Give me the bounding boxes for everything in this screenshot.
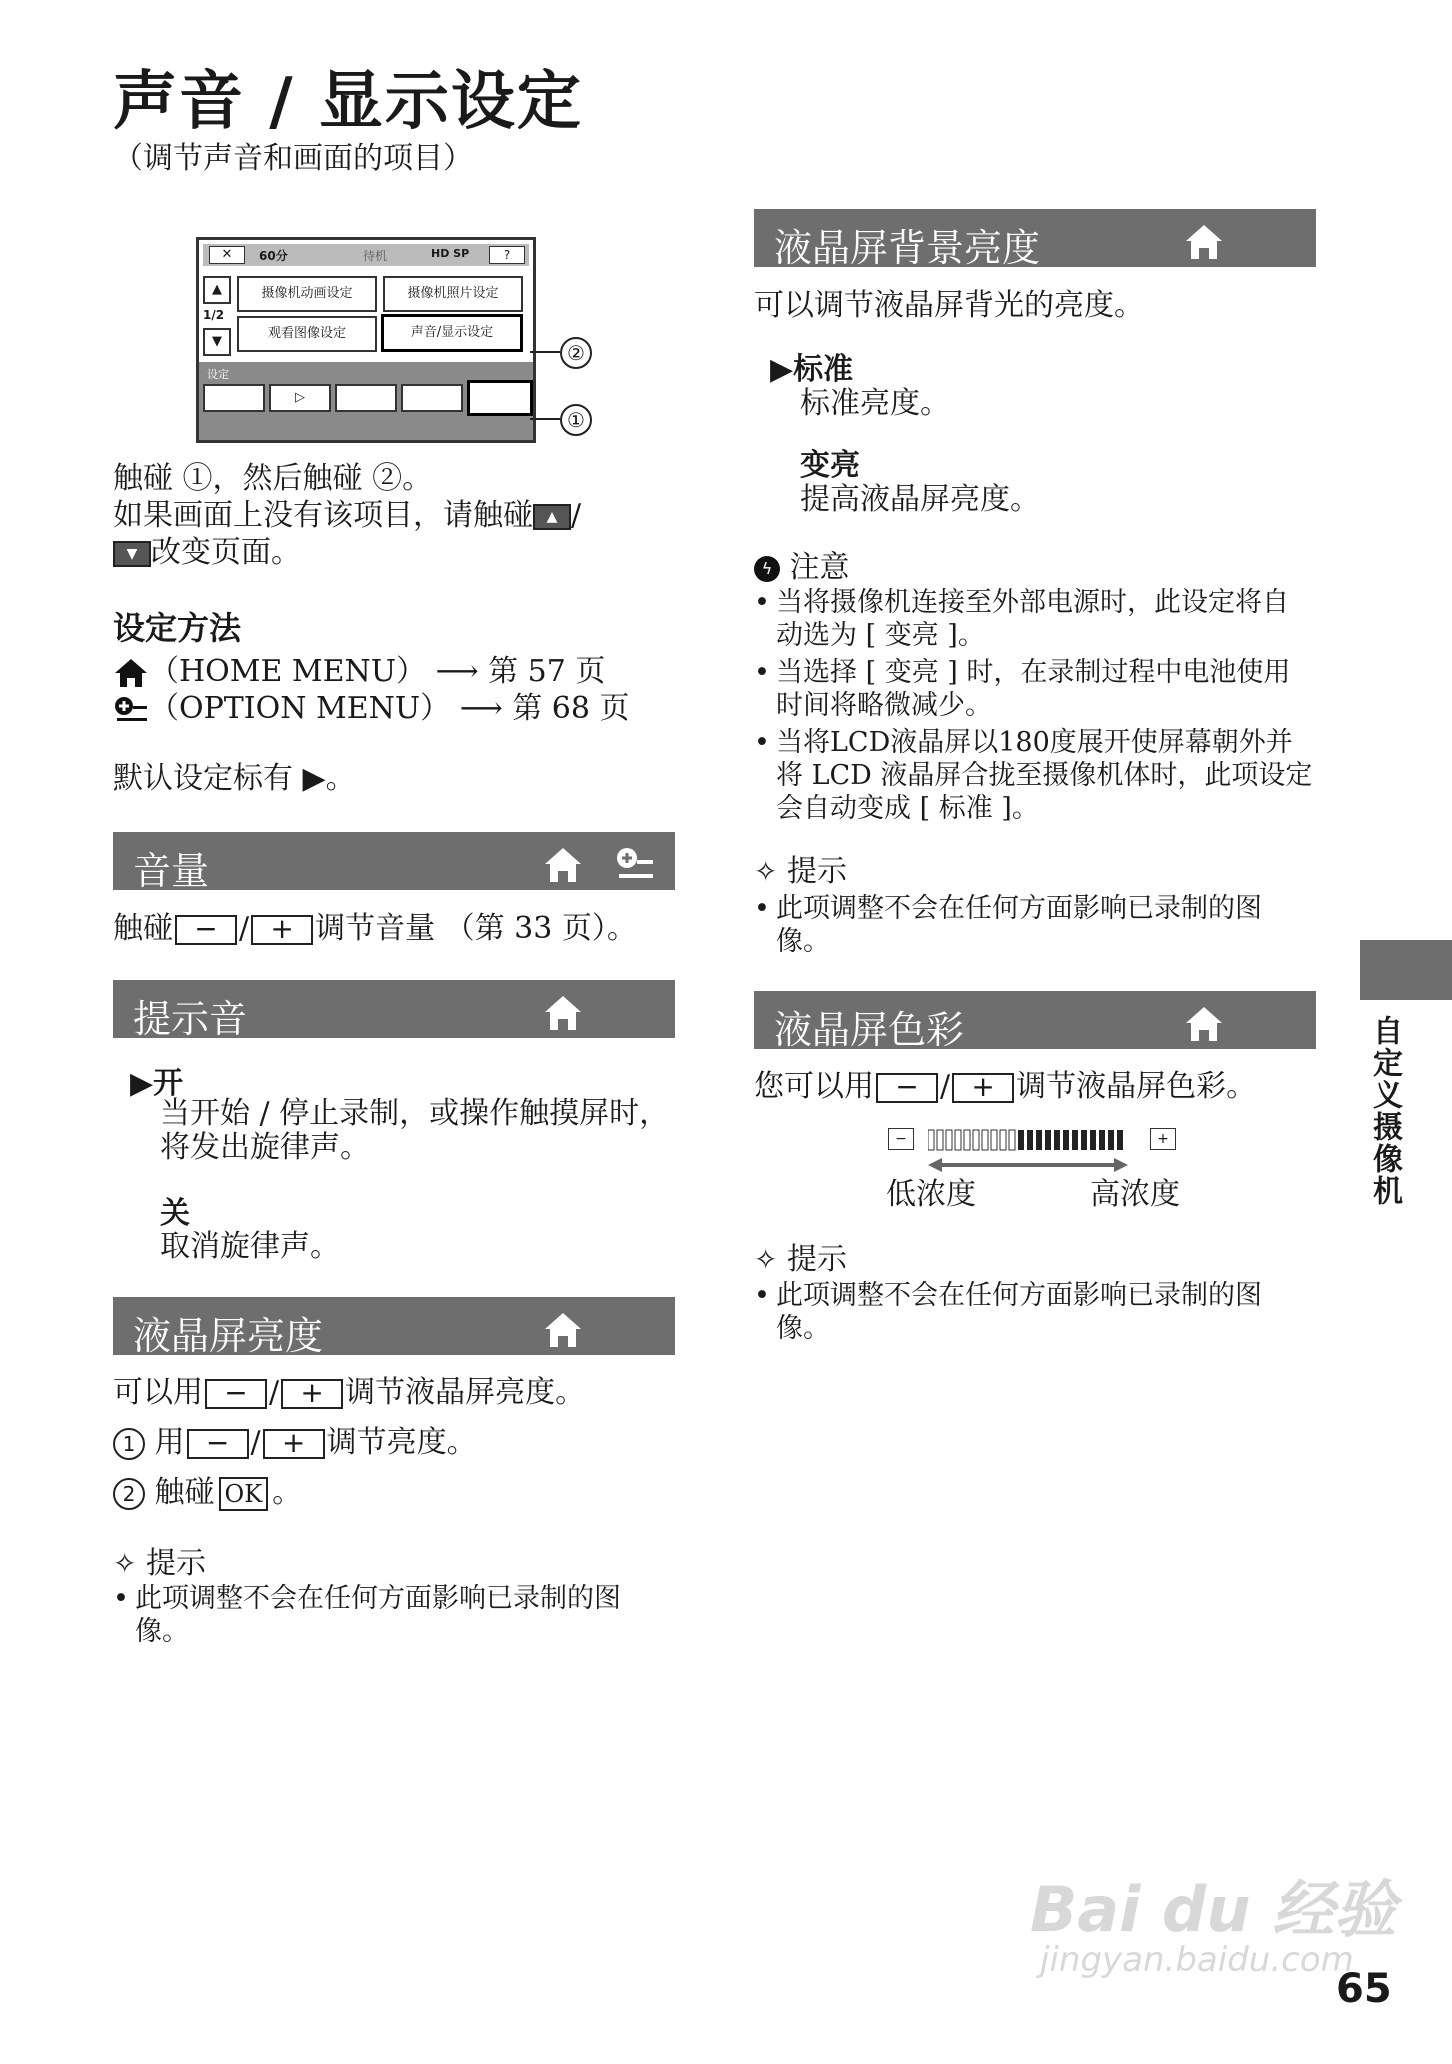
lcd-backlight-tip-list <box>754 892 1294 962</box>
section-label: 设定 <box>207 368 229 381</box>
home-icon <box>543 994 583 1032</box>
menu-screen-illustration <box>196 237 536 443</box>
dub-tab-icon <box>401 384 463 412</box>
lcd-brightness-intro: 可以用 − / + 调节液晶屏亮度。 <box>113 1375 586 1410</box>
beep-off-label: 关 <box>160 1196 190 1231</box>
plus-button: + <box>251 915 313 945</box>
plus-button: + <box>263 1429 325 1459</box>
menu-btn-camera-movie: 摄像机动画设定 <box>237 276 377 312</box>
page-down-button: ▼ <box>203 328 231 356</box>
instruction-line-1: 触碰 ①，然后触碰 ②。 <box>113 461 433 496</box>
home-icon <box>543 1311 583 1349</box>
step-1-number: 1 <box>113 1428 145 1460</box>
menu-btn-sound-display: 声音/显示设定 <box>381 314 523 352</box>
lcd-backlight-bright-label: 变亮 <box>800 448 860 483</box>
lcd-brightness-tip-list <box>113 1582 653 1652</box>
home-icon <box>543 846 583 884</box>
slider-track <box>928 1128 1138 1152</box>
lcd-backlight-bright-desc: 提高液晶屏亮度。 <box>800 482 1040 517</box>
slider-plus: + <box>1150 1128 1176 1150</box>
record-mode: HD SP <box>431 247 470 260</box>
callout-2: ② <box>560 337 592 369</box>
lcd-brightness-step-1: 1 用 − / + 调节亮度。 <box>113 1424 477 1461</box>
play-tab-icon: ▷ <box>269 384 331 412</box>
page-up-icon: ▲ <box>533 504 571 530</box>
page-indicator: 1/2 <box>203 308 225 322</box>
section-bar-lcd-brightness <box>113 1297 675 1358</box>
lcd-backlight-tip-heading: ✧ 提示 <box>754 854 848 889</box>
instructions <box>113 460 673 571</box>
home-icon <box>113 657 149 689</box>
screen-bottom-panel <box>199 362 533 440</box>
caution-item: • 当将摄像机连接至外部电源时，此设定将自动选为 [ 变亮 ]。 <box>754 586 1314 652</box>
section-bar-lcd-color <box>754 991 1316 1052</box>
chapter-tab <box>1360 940 1452 1000</box>
caution-item: • 当将LCD液晶屏以180度展开使屏幕朝外并将 LCD 液晶屏合拢至摄像机体时，此项设定会自动变成 [ 标准 ]。 <box>754 726 1314 825</box>
lightbulb-icon: ✧ <box>754 855 778 888</box>
page-subtitle: （调节声音和画面的项目） <box>113 141 473 176</box>
beep-on-label: ▶开 <box>130 1066 184 1101</box>
plus-button: + <box>952 1073 1014 1103</box>
help-icon: ? <box>489 246 525 264</box>
lcd-backlight-heading: 液晶屏背景亮度 <box>774 226 1041 270</box>
beep-on-desc: 当开始 / 停止录制，或操作触摸屏时，将发出旋律声。 <box>160 1096 670 1165</box>
minus-button: − <box>876 1073 938 1103</box>
minus-button: − <box>205 1379 267 1409</box>
menu-btn-camera-photo: 摄像机照片设定 <box>383 276 523 312</box>
caution-heading: ϟ 注意 <box>754 542 850 586</box>
lcd-color-heading: 液晶屏色彩 <box>774 1008 965 1052</box>
method-heading: 设定方法 <box>113 609 242 647</box>
callout-line-1 <box>530 418 560 420</box>
screen-status-bar <box>203 244 529 266</box>
tip-item: • 此项调整不会在任何方面影响已录制的图像。 <box>754 1279 1294 1345</box>
page-down-icon: ▼ <box>113 541 151 567</box>
beep-heading: 提示音 <box>133 997 248 1041</box>
option-icon <box>113 694 149 726</box>
callout-line-2 <box>530 351 560 353</box>
lcd-brightness-heading: 液晶屏亮度 <box>133 1314 324 1358</box>
section-bar-volume <box>113 832 675 893</box>
section-bar-lcd-backlight <box>754 209 1316 270</box>
menu-btn-view-images: 观看图像设定 <box>237 316 377 352</box>
lcd-backlight-intro: 可以调节液晶屏背光的亮度。 <box>754 288 1144 323</box>
slider-minus: − <box>888 1128 914 1150</box>
instruction-line-3: ▼ 改变页面。 <box>113 534 673 571</box>
lcd-brightness-tip-heading: ✧ 提示 <box>113 1546 207 1581</box>
home-icon <box>1184 1005 1224 1043</box>
method-option: （OPTION MENU） ⟶ 第 68 页 <box>113 690 630 727</box>
tip-item: • 此项调整不会在任何方面影响已录制的图像。 <box>754 892 1294 958</box>
close-icon: ✕ <box>209 246 245 264</box>
volume-heading: 音量 <box>133 849 210 893</box>
status-text: 待机 <box>363 249 388 263</box>
page-number: 65 <box>1336 1966 1392 2012</box>
lcd-backlight-normal-label: ▶标准 <box>770 352 854 387</box>
page-up-button: ▲ <box>203 276 231 304</box>
lcd-brightness-step-2: 2 触碰 OK 。 <box>113 1474 302 1511</box>
lcd-color-tip-list <box>754 1279 1294 1349</box>
caution-item: • 当选择 [ 变亮 ] 时，在录制过程中电池使用时间将略微减少。 <box>754 656 1314 722</box>
battery-indicator: 60分 <box>259 249 288 263</box>
minus-button: − <box>175 915 237 945</box>
minus-button: − <box>187 1429 249 1459</box>
method-home: （HOME MENU） ⟶ 第 57 页 <box>113 653 605 690</box>
ok-button: OK <box>219 1477 269 1511</box>
caution-icon: ϟ <box>754 556 780 582</box>
list-tab-icon <box>335 384 397 412</box>
lcd-backlight-normal-desc: 标准亮度。 <box>800 386 950 421</box>
beep-off-desc: 取消旋律声。 <box>160 1229 340 1264</box>
camera-tab-icon <box>203 384 265 412</box>
instruction-line-2: 如果画面上没有该项目，请触碰 ▲ / <box>113 498 582 533</box>
toolbox-tab-icon <box>467 380 533 416</box>
lcd-color-intro: 您可以用 − / + 调节液晶屏色彩。 <box>754 1069 1257 1104</box>
slider-low-label: 低浓度 <box>886 1177 976 1212</box>
lcd-color-tip-heading: ✧ 提示 <box>754 1242 848 1277</box>
home-icon <box>1184 223 1224 261</box>
plus-button: + <box>281 1379 343 1409</box>
slider-high-label: 高浓度 <box>1090 1177 1180 1212</box>
default-note: 默认设定标有 ▶。 <box>113 761 356 796</box>
section-bar-beep <box>113 980 675 1041</box>
watermark-logo: Bai du 经验 <box>1030 1873 1397 1946</box>
tip-item: • 此项调整不会在任何方面影响已录制的图像。 <box>113 1582 653 1648</box>
lightbulb-icon: ✧ <box>754 1243 778 1276</box>
lightbulb-icon: ✧ <box>113 1547 137 1580</box>
page-title: 声音 / 显示设定 <box>113 65 583 139</box>
chapter-label: 自定义摄像机 <box>1367 1015 1402 1207</box>
callout-1: ① <box>560 404 592 436</box>
volume-text: 触碰 − / + 调节音量 （第 33 页）。 <box>113 911 637 946</box>
color-slider-illustration <box>888 1128 1186 1178</box>
step-2-number: 2 <box>113 1478 145 1510</box>
option-icon <box>615 846 655 884</box>
caution-list <box>754 586 1314 829</box>
slider-arrow <box>928 1158 1128 1172</box>
watermark-url: jingyan.baidu.com <box>1040 1940 1354 1980</box>
